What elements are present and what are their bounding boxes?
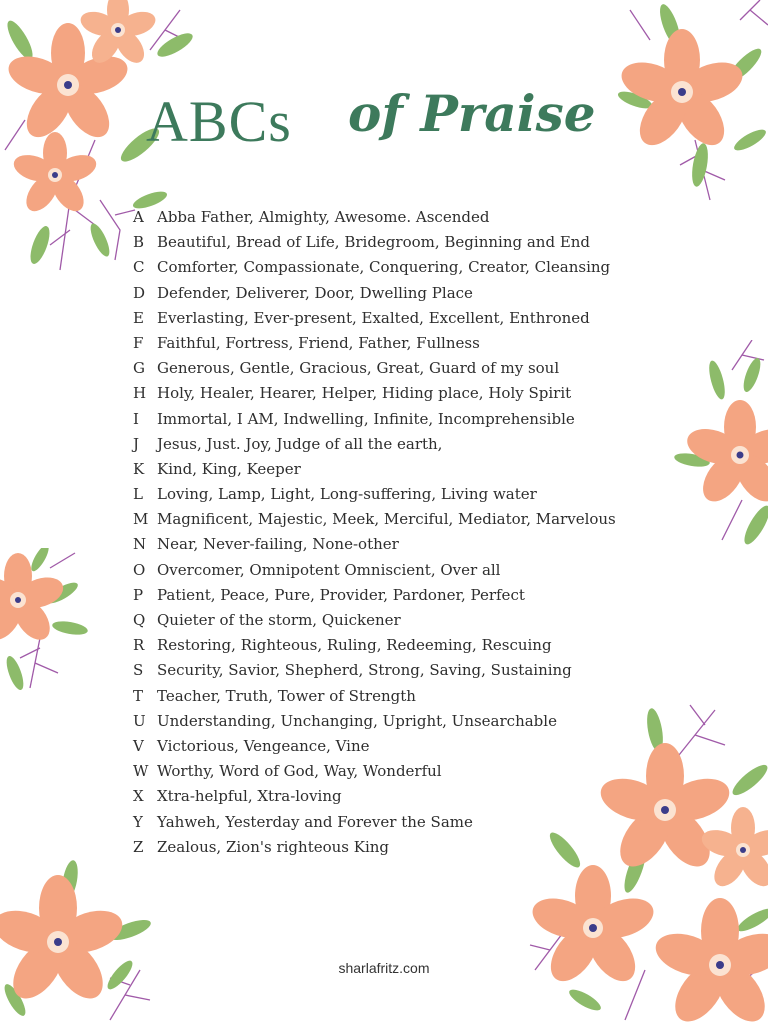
list-item-letter: G xyxy=(133,359,145,378)
list-item-text: Holy, Healer, Hearer, Helper, Hiding place, Holy Spirit xyxy=(157,384,572,403)
peach-flower-icon xyxy=(10,132,99,217)
list-item-letter: O xyxy=(133,560,146,579)
floral-decoration-middle-left xyxy=(0,548,90,698)
peach-flower-icon xyxy=(683,400,768,509)
list-item-letter: I xyxy=(133,409,139,428)
list-item-letter: Z xyxy=(133,837,144,856)
list-item-text: Magnificent, Majestic, Meek, Merciful, Mediator, Marvelous xyxy=(157,510,616,529)
list-item-letter: Y xyxy=(133,812,143,831)
list-item-text: Yahweh, Yesterday and Forever the Same xyxy=(157,812,473,831)
list-item xyxy=(133,306,673,331)
list-item xyxy=(133,457,673,482)
list-item xyxy=(133,709,673,734)
list-item xyxy=(133,835,673,860)
list-item-letter: S xyxy=(133,661,144,680)
list-item-letter: F xyxy=(133,333,144,352)
list-item xyxy=(133,255,673,280)
list-item-letter: D xyxy=(133,283,146,302)
list-item-text: Beautiful, Bread of Life, Bridegroom, Beginning and End xyxy=(157,233,591,252)
list-item xyxy=(133,331,673,356)
list-item-letter: Q xyxy=(133,611,146,629)
abc-list xyxy=(133,205,673,860)
list-item xyxy=(133,810,673,835)
floral-decoration-top-right xyxy=(610,0,768,210)
list-item xyxy=(133,583,673,608)
list-item-letter: H xyxy=(133,384,147,403)
list-item-text: Jesus, Just. Joy, Judge of all the earth, xyxy=(157,434,443,453)
list-item-text: Security, Savior, Shepherd, Strong, Saving, Sustaining xyxy=(157,661,572,680)
list-item xyxy=(133,281,673,306)
list-item-text: Teacher, Truth, Tower of Strength xyxy=(157,686,416,705)
peach-flower-icon xyxy=(78,0,159,68)
list-item-letter: U xyxy=(133,711,146,730)
list-item-letter: W xyxy=(133,762,149,781)
list-item-text: Restoring, Righteous, Ruling, Redeeming, Rescuing xyxy=(157,636,552,655)
list-item xyxy=(133,684,673,709)
list-item-text: Victorious, Vengeance, Vine xyxy=(157,736,370,755)
list-item-text: Quieter of the storm, Quickener xyxy=(157,611,401,629)
list-item-letter: A xyxy=(133,208,144,226)
list-item-text: Abba Father, Almighty, Awesome. Ascended xyxy=(157,208,490,226)
peach-flower-icon xyxy=(617,29,748,154)
list-item-text: Worthy, Word of God, Way, Wonderful xyxy=(157,762,442,781)
list-item-text: Understanding, Unchanging, Upright, Unsearchable xyxy=(157,711,557,730)
list-item-letter: L xyxy=(133,485,143,504)
floral-decoration-bottom-left xyxy=(0,860,175,1024)
floral-decoration-middle-right xyxy=(672,340,768,560)
list-item xyxy=(133,633,673,658)
list-item xyxy=(133,784,673,809)
title-main: ABCs xyxy=(146,89,292,154)
list-item-text: Near, Never-failing, None-other xyxy=(157,535,399,554)
list-item xyxy=(133,658,673,683)
list-item-letter: B xyxy=(133,233,145,252)
peach-flower-icon xyxy=(698,807,768,892)
list-item-text: Loving, Lamp, Light, Long-suffering, Living water xyxy=(157,485,537,504)
list-item-letter: K xyxy=(133,459,145,478)
list-item-letter: E xyxy=(133,308,144,327)
list-item-text: Patient, Peace, Pure, Provider, Pardoner, Perfect xyxy=(157,585,525,604)
list-item-text: Generous, Gentle, Gracious, Great, Guard of my soul xyxy=(157,359,560,378)
list-item-letter: N xyxy=(133,535,147,554)
list-item xyxy=(133,407,673,432)
list-item xyxy=(133,205,673,230)
list-item xyxy=(133,482,673,507)
list-item xyxy=(133,432,673,457)
list-item xyxy=(133,759,673,784)
list-item-letter: P xyxy=(133,585,144,604)
list-item xyxy=(133,381,673,406)
list-item-text: Xtra-helpful, Xtra-loving xyxy=(157,787,342,806)
list-item-letter: T xyxy=(133,686,144,705)
list-item-text: Kind, King, Keeper xyxy=(157,459,301,478)
list-item-letter: R xyxy=(133,636,145,655)
list-item xyxy=(133,734,673,759)
title-script: of Praise xyxy=(348,84,596,143)
list-item-letter: X xyxy=(133,787,144,806)
list-item-letter: C xyxy=(133,258,145,277)
list-item-text: Immortal, I AM, Indwelling, Infinite, Incomprehensible xyxy=(157,409,575,428)
list-item xyxy=(133,230,673,255)
list-item-text: Overcomer, Omnipotent Omniscient, Over all xyxy=(157,560,501,579)
list-item-text: Comforter, Compassionate, Conquering, Creator, Cleansing xyxy=(157,258,611,277)
list-item xyxy=(133,532,673,557)
list-item-text: Zealous, Zion's righteous King xyxy=(157,837,390,856)
list-item-letter: M xyxy=(133,510,149,529)
list-item xyxy=(133,608,673,633)
list-item xyxy=(133,507,673,532)
list-item-text: Everlasting, Ever-present, Exalted, Excellent, Enthroned xyxy=(157,308,590,327)
list-item-letter: J xyxy=(133,434,140,453)
list-item-letter: V xyxy=(133,736,144,755)
list-item xyxy=(133,558,673,583)
list-item-text: Faithful, Fortress, Friend, Father, Fullness xyxy=(157,333,480,352)
list-item-text: Defender, Deliverer, Door, Dwelling Place xyxy=(157,283,473,302)
footer-website: sharlafritz.com xyxy=(338,960,430,976)
list-item xyxy=(133,356,673,381)
